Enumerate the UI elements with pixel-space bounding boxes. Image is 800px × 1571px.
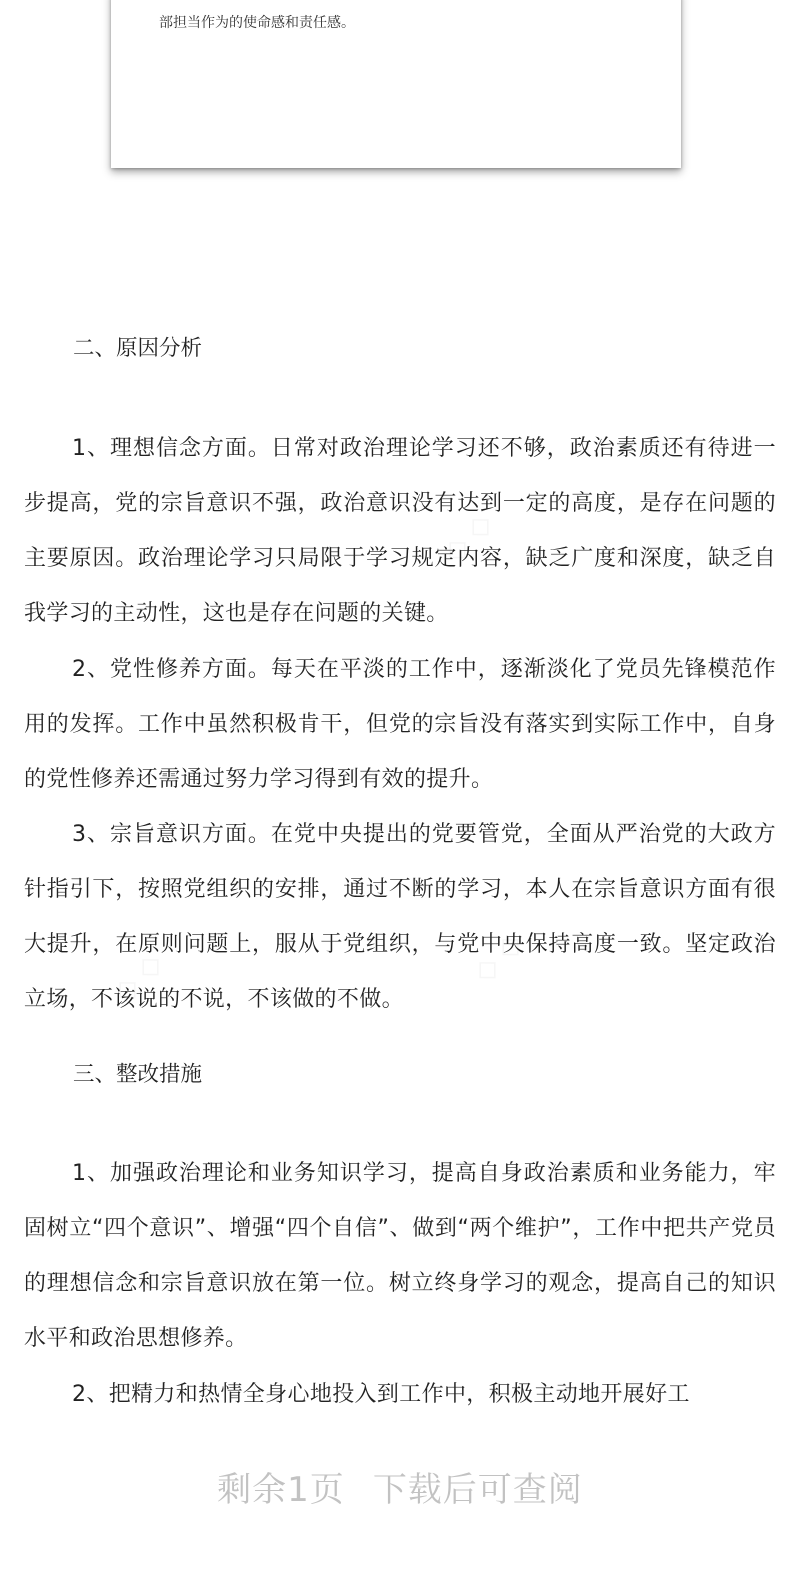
paragraph-devote-energy: 2、把精力和热情全身心地投入到工作中，积极主动地开展好工 bbox=[72, 1382, 690, 1407]
paragraph-purpose-awareness: 3、宗旨意识方面。在党中央提出的党要管党，全面从严治党的大政方针指引下，按照党组织的安排，通过不断的学习，本人在宗旨意识方面有很大提升，在原则问题上，服从于党组织，与党中央保持高度一致。坚定政治立场，不该说的不说，不该做的不做。 bbox=[24, 822, 776, 1012]
download-prompt[interactable] bbox=[0, 1462, 800, 1511]
remaining-pages-label: 剩余1页 bbox=[217, 1470, 345, 1510]
previous-page-tail-text: 部担当作为的使命感和责任感。 bbox=[159, 15, 355, 31]
section-heading-cause-analysis: 二、原因分析 bbox=[73, 336, 203, 361]
previous-page-card bbox=[111, 0, 681, 168]
paragraph-party-spirit: 2、党性修养方面。每天在平淡的工作中，逐渐淡化了党员先锋模范作用的发挥。工作中虽然积极肯干，但党的宗旨没有落实到实际工作中，自身的党性修养还需通过努力学习得到有效的提升。 bbox=[24, 657, 776, 792]
section-heading-rectification: 三、整改措施 bbox=[73, 1062, 203, 1087]
paragraph-strengthen-study: 1、加强政治理论和业务知识学习，提高自身政治素质和业务能力，牢固树立“四个意识”、增强“四个自信”、做到“两个维护”，工作中把共产党员的理想信念和宗旨意识放在第一位。树立终身学习的观念，提高自己的知识水平和政治思想修养。 bbox=[24, 1161, 776, 1351]
download-to-view-label[interactable]: 下载后可查阅 bbox=[372, 1470, 583, 1510]
paragraph-ideals-beliefs: 1、理想信念方面。日常对政治理论学习还不够，政治素质还有待进一步提高，党的宗旨意识不强，政治意识没有达到一定的高度，是存在问题的主要原因。政治理论学习只局限于学习规定内容，缺乏广度和深度，缺乏自我学习的主动性，这也是存在问题的关键。 bbox=[24, 436, 776, 626]
